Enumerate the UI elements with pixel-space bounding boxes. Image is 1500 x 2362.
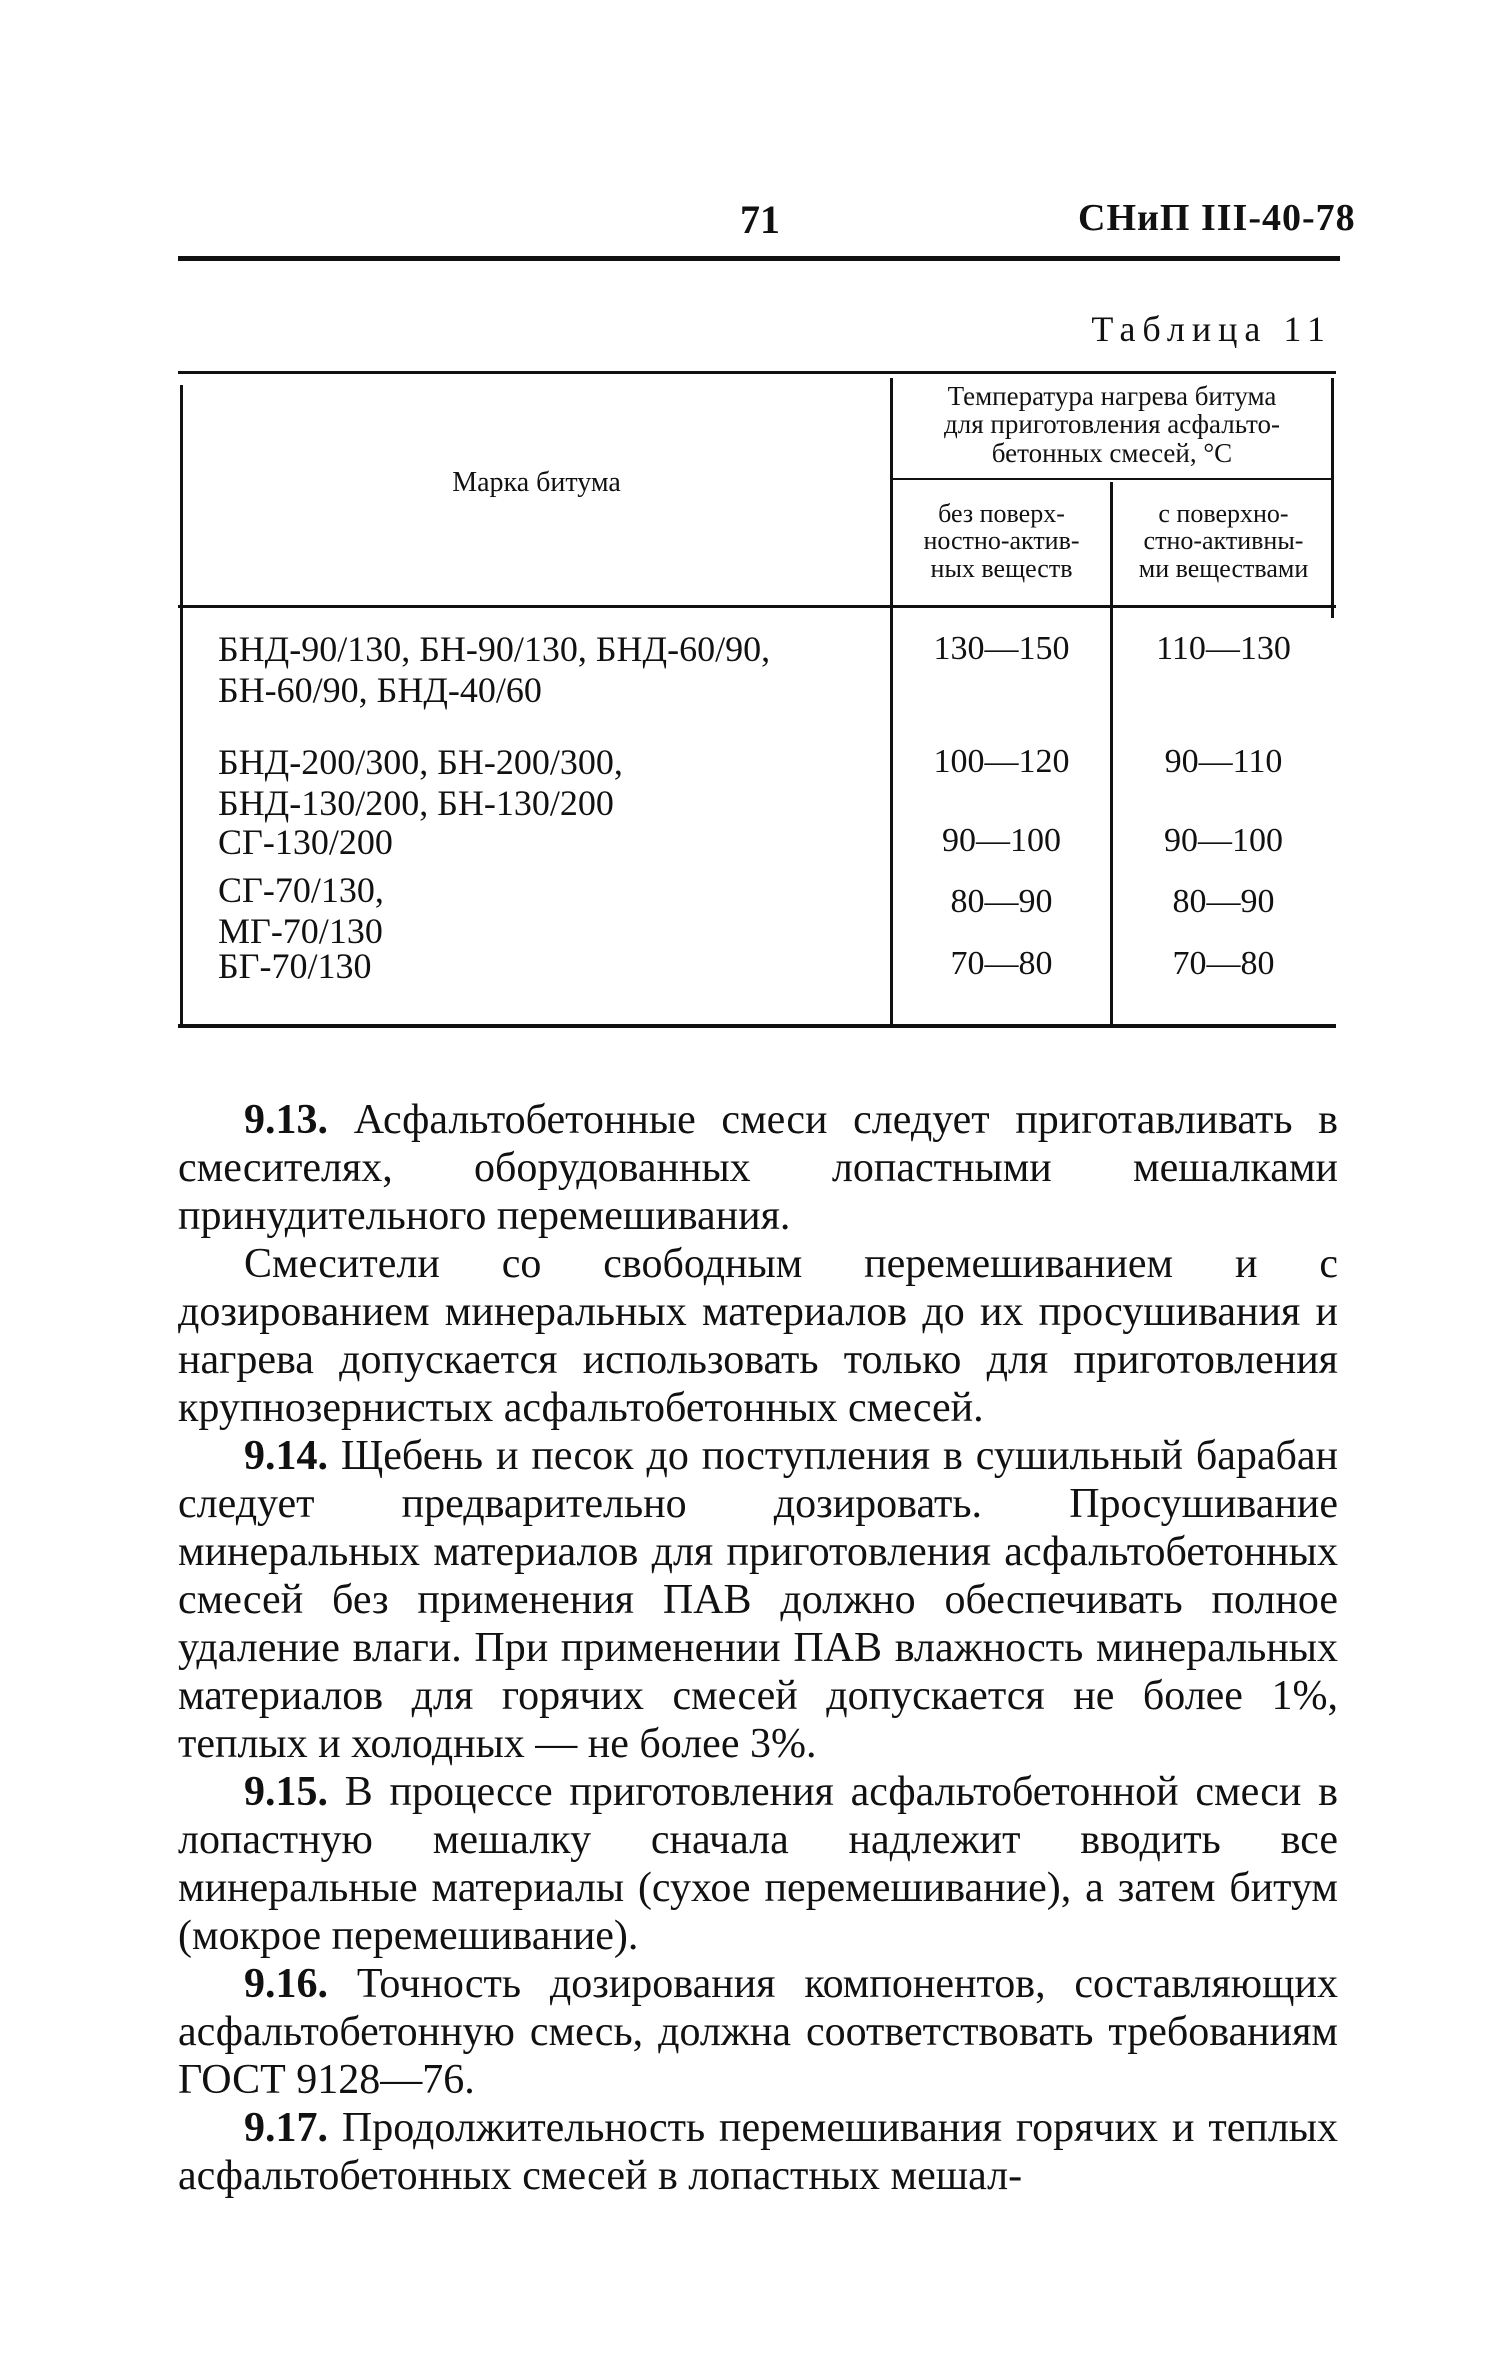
- header-rule: [178, 256, 1340, 261]
- header-temperature-line-2: для приготовления асфальто-: [944, 409, 1280, 440]
- clause-number: 9.14.: [244, 1433, 328, 1479]
- row-temp-with: 80—90: [1172, 883, 1275, 920]
- clause-number: 9.17.: [244, 2105, 328, 2151]
- table-top-rule: [178, 371, 1336, 374]
- paragraph-9-13: [178, 1096, 1338, 1240]
- row-brand: БГ-70/130: [218, 946, 372, 986]
- clause-number: 9.16.: [244, 1961, 328, 2007]
- subheader-with-line-3: ми веществами: [1138, 553, 1309, 583]
- paragraph-9-14: [178, 1432, 1338, 1768]
- page-number: 71: [740, 197, 780, 242]
- paragraph-9-15: [178, 1768, 1338, 1960]
- row-brand: БНД-200/300, БН-200/300, БНД-130/200, БН-130/200: [218, 742, 623, 823]
- row-temp-without: 90—100: [942, 822, 1061, 859]
- table-subheader-rule: [892, 478, 1334, 480]
- row-temp-with: 110—130: [1156, 630, 1291, 667]
- header-brand: Марка битума: [452, 467, 621, 498]
- table-bottom-rule: [178, 1024, 1336, 1028]
- document-code: СНиП III-40-78: [1078, 197, 1356, 239]
- subheader-without-surfactants: [893, 500, 1110, 582]
- paragraph-mixers: [178, 1240, 1338, 1432]
- header-temperature-line-3: бетонных смесей, °С: [991, 437, 1233, 468]
- paragraph-text: В процессе приготовления асфальтобетонной смеси в лопастную мешалку сначала надлежит вводить все минеральные материалы (сухое перемешивание), а затем битум (мокрое перемешивание).: [178, 1769, 1338, 1959]
- table-right-border: [1331, 378, 1334, 618]
- header-temperature-line-1: Температура нагрева битума: [947, 381, 1277, 411]
- paragraph-text: Щебень и песок до поступления в сушильный барабан следует предварительно дозировать. Просушивание минеральных материалов для приготовления асфальтобетонных смесей без применения ПАВ должно обеспечивать полное удаление влаги. При применении ПАВ влажность минеральных материалов для горячих смесей допускается не более 1%, теплых и холодных — не более 3%.: [178, 1433, 1338, 1767]
- row-brand: БНД-90/130, БН-90/130, БНД-60/90, БН-60/90, БНД-40/60: [218, 629, 771, 710]
- paragraph-9-17: [178, 2104, 1338, 2200]
- paragraph-text: Асфальтобетонные смеси следует приготавливать в смесителях, оборудованных лопастными мешалками принудительного перемешивания.: [178, 1097, 1338, 1239]
- row-temp-with: 90—110: [1164, 743, 1283, 780]
- body-text: [178, 1096, 1338, 2200]
- clause-number: 9.15.: [244, 1769, 328, 1815]
- table-divider-1: [890, 378, 893, 1025]
- row-temp-without: 100—120: [933, 743, 1070, 780]
- clause-number: 9.13.: [244, 1097, 328, 1143]
- subheader-without-line-1: без поверх-: [938, 499, 1065, 528]
- subheader-without-line-3: ных веществ: [930, 553, 1073, 583]
- subheader-with-line-2: стно-активны-: [1143, 526, 1304, 556]
- row-temp-without: 130—150: [933, 630, 1070, 667]
- subheader-with-line-1: с поверхно-: [1158, 499, 1289, 528]
- row-temp-with: 70—80: [1172, 945, 1275, 982]
- header-temperature: [893, 382, 1331, 467]
- table-header-rule: [178, 605, 1336, 608]
- paragraph-9-16: [178, 1960, 1338, 2104]
- paragraph-text: Точность дозирования компонентов, составляющих асфальтобетонную смесь, должна соответствовать требованиям ГОСТ 9128—76.: [178, 1961, 1338, 2103]
- table-caption: Таблица 11: [1091, 309, 1332, 349]
- subheader-without-line-2: ностно-актив-: [923, 526, 1080, 556]
- subheader-with-surfactants: [1113, 500, 1334, 582]
- row-brand: СГ-70/130, МГ-70/130: [218, 870, 384, 951]
- row-temp-without: 80—90: [950, 883, 1053, 920]
- row-temp-with: 90—100: [1164, 822, 1283, 859]
- paragraph-text: Смесители со свободным перемешиванием и с дозированием минеральных материалов до их просушивания и нагрева допускается использовать только для приготовления крупнозернистых асфальтобетонных смесей.: [178, 1241, 1338, 1431]
- row-brand: СГ-130/200: [218, 822, 393, 862]
- row-temp-without: 70—80: [950, 945, 1053, 982]
- paragraph-text: Продолжительность перемешивания горячих и теплых асфальтобетонных смесей в лопастных мешал-: [178, 2105, 1338, 2199]
